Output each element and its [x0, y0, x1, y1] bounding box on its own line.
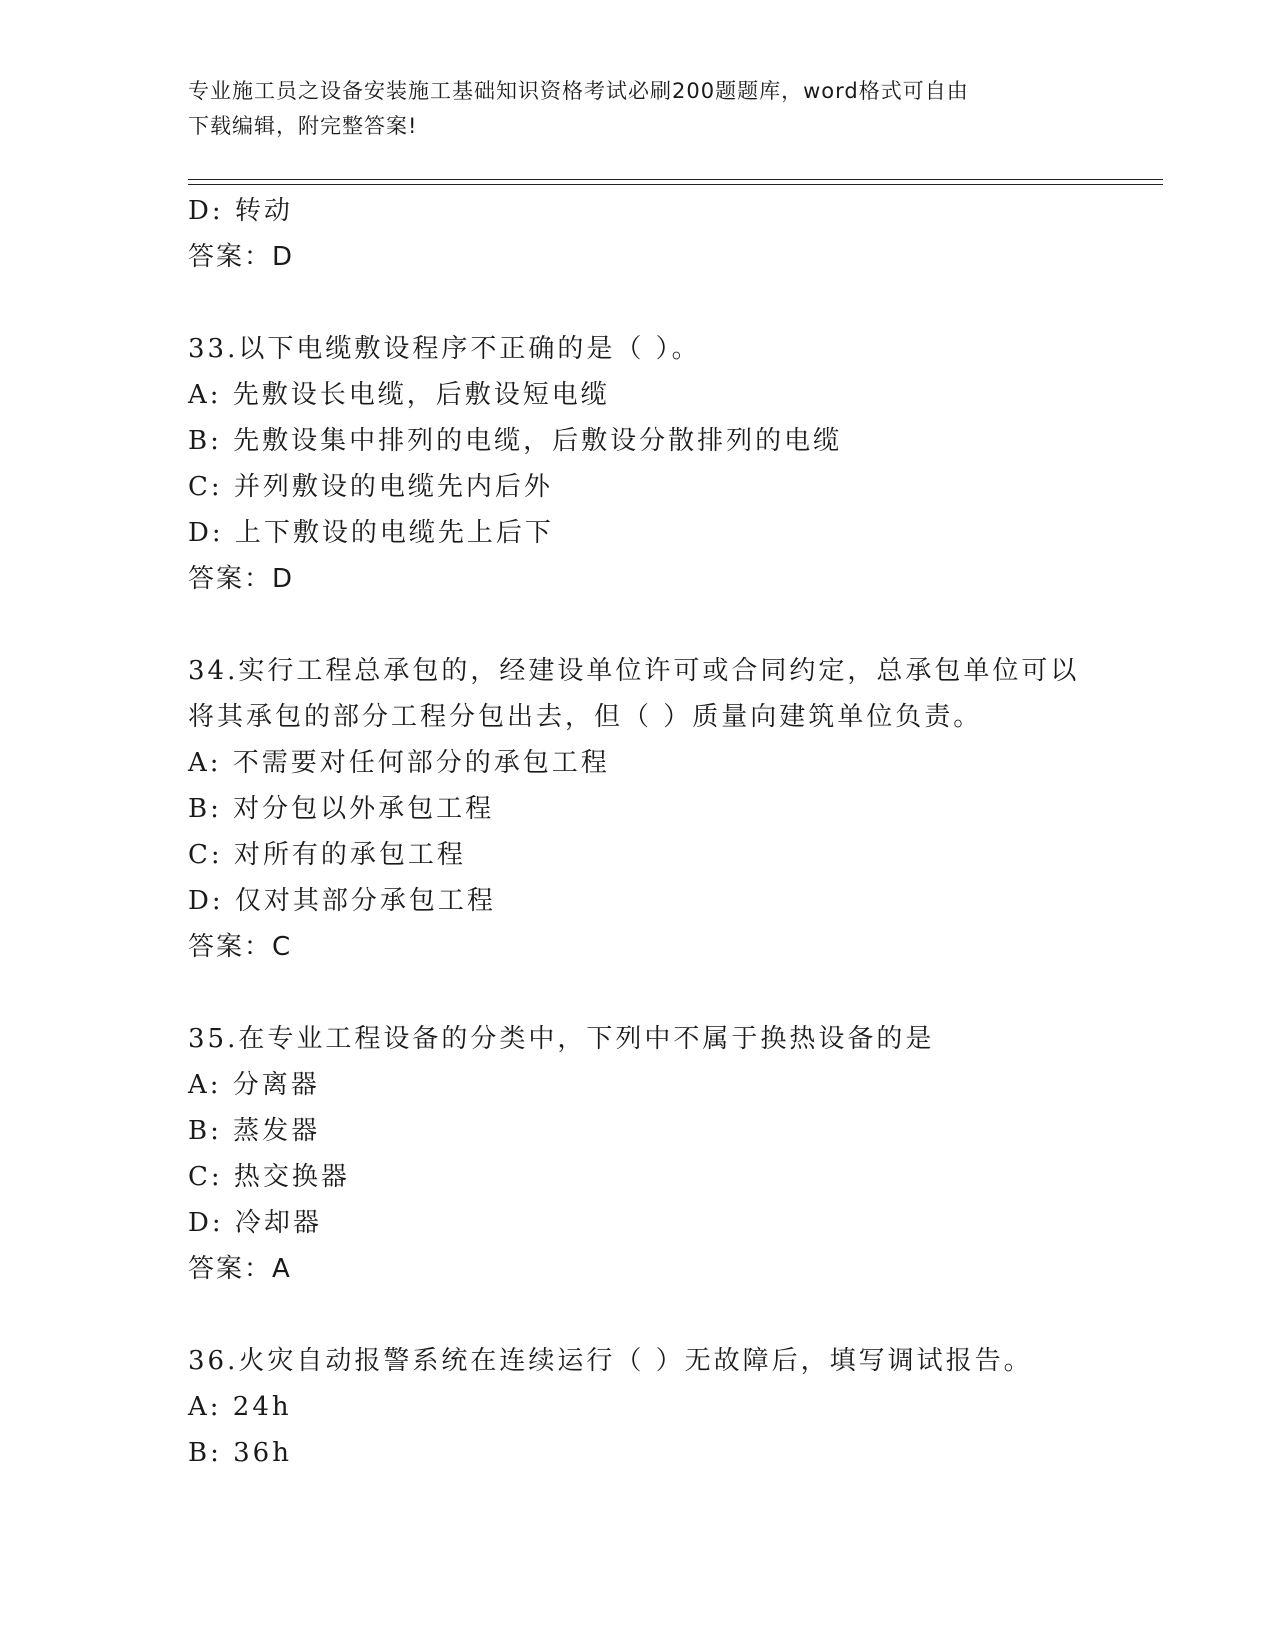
option-d: D: 上下敷设的电缆先上后下 [188, 518, 554, 548]
option-d: D: 仅对其部分承包工程 [188, 886, 496, 916]
option-a: A: 分离器 [188, 1070, 320, 1100]
question-stem: 33.以下电缆敷设程序不正确的是（ ）。 [188, 334, 701, 364]
question-36 [188, 1338, 1148, 1476]
question-stem: 35.在专业工程设备的分类中，下列中不属于换热设备的是 [188, 1024, 935, 1054]
question-stem: 36.火灾自动报警系统在连续运行（ ）无故障后，填写调试报告。 [188, 1346, 1033, 1376]
option-b: B: 对分包以外承包工程 [188, 794, 495, 824]
option-c: C: 热交换器 [188, 1162, 350, 1192]
header-line-2: 下载编辑，附完整答案! [188, 114, 418, 138]
option-d: D: 转动 [188, 196, 293, 226]
header-rule-top [188, 179, 1163, 180]
spacer [188, 602, 1148, 648]
spacer [188, 1292, 1148, 1338]
option-a: A: 不需要对任何部分的承包工程 [188, 748, 610, 778]
question-list [188, 188, 1148, 1476]
question-33 [188, 326, 1148, 602]
option-d: D: 冷却器 [188, 1208, 322, 1238]
spacer [188, 280, 1148, 326]
option-b: B: 蒸发器 [188, 1116, 321, 1146]
option-c: C: 对所有的承包工程 [188, 840, 466, 870]
question-34 [188, 648, 1148, 970]
option-c: C: 并列敷设的电缆先内后外 [188, 472, 553, 502]
option-b: B: 36h [188, 1438, 292, 1468]
header-line-1: 专业施工员之设备安装施工基础知识资格考试必刷200题题库，word格式可自由 [188, 79, 969, 103]
option-a: A: 24h [188, 1392, 292, 1422]
option-a: A: 先敷设长电缆，后敷设短电缆 [188, 380, 610, 410]
spacer [188, 970, 1148, 1016]
answer: 答案：A [188, 1254, 292, 1284]
option-b: B: 先敷设集中排列的电缆，后敷设分散排列的电缆 [188, 426, 843, 456]
answer: 答案：D [188, 564, 295, 594]
question-stem-continued: 将其承包的部分工程分包出去，但（ ）质量向建筑单位负责。 [188, 702, 983, 732]
answer: 答案：D [188, 242, 295, 272]
document-header [188, 74, 1088, 144]
answer: 答案：C [188, 932, 293, 962]
question-stem: 34.实行工程总承包的，经建设单位许可或合同约定，总承包单位可以 [188, 656, 1080, 686]
header-rule-bottom [188, 184, 1163, 185]
question-35 [188, 1016, 1148, 1292]
